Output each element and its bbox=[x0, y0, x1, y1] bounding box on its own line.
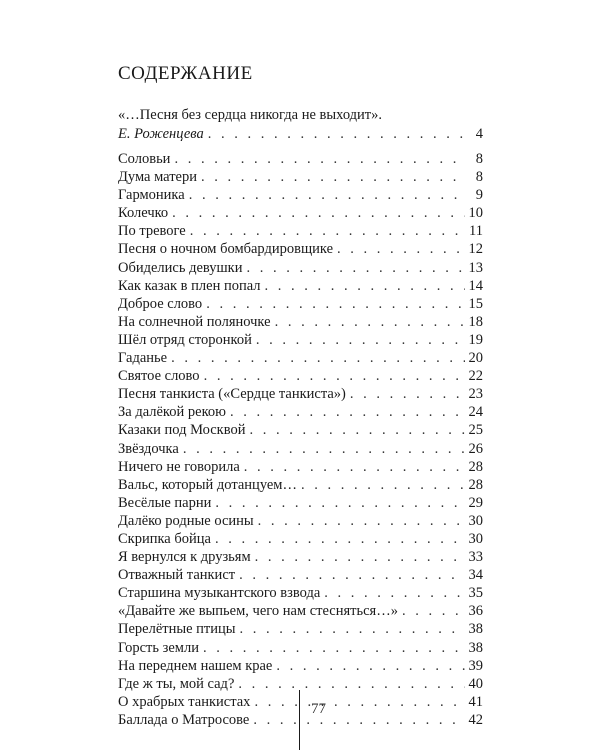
dot-leader bbox=[189, 186, 465, 204]
toc-entry bbox=[118, 349, 483, 367]
dot-leader bbox=[174, 150, 465, 168]
dot-leader bbox=[172, 204, 464, 222]
toc-entry-page: 39 bbox=[468, 657, 483, 674]
toc-entry-title: Вальс, который дотанцуем… bbox=[118, 476, 297, 493]
toc-entry bbox=[118, 403, 483, 421]
toc-entry-title: Где ж ты, мой сад? bbox=[118, 675, 235, 692]
toc-entry bbox=[118, 476, 483, 494]
toc-entry-title: Далёко родные осины bbox=[118, 512, 254, 529]
toc-entry-title: По тревоге bbox=[118, 223, 186, 240]
toc-entry-page: 11 bbox=[469, 223, 483, 240]
toc-entry-page: 14 bbox=[468, 277, 483, 294]
toc-entry-page: 13 bbox=[468, 259, 483, 276]
toc-entry-title: На солнечной поляночке bbox=[118, 313, 271, 330]
toc-entry-title: Колечко bbox=[118, 205, 169, 222]
toc-entry-page: 38 bbox=[468, 639, 483, 656]
dot-leader bbox=[171, 349, 464, 367]
dot-leader bbox=[238, 675, 464, 693]
dot-leader bbox=[350, 385, 465, 403]
toc-entry-page: 29 bbox=[468, 494, 483, 511]
toc-entry-title: Старшина музыкантского взвода bbox=[118, 585, 321, 602]
dot-leader bbox=[203, 639, 465, 657]
toc-entry-page: 8 bbox=[475, 151, 483, 167]
toc-entry bbox=[118, 458, 483, 476]
toc-entry bbox=[118, 584, 483, 602]
toc-entry-page: 8 bbox=[475, 169, 483, 186]
dot-leader bbox=[253, 711, 464, 729]
dot-leader bbox=[258, 512, 465, 530]
toc-entry bbox=[118, 548, 483, 566]
toc-entry-page: 15 bbox=[468, 295, 483, 312]
toc-entry-title: О храбрых танкистах bbox=[118, 693, 251, 710]
toc-entry bbox=[118, 620, 483, 638]
toc-entry bbox=[118, 295, 483, 313]
toc-entry-page: 30 bbox=[468, 512, 483, 529]
toc-entry-page: 28 bbox=[468, 476, 483, 493]
toc-entry-title: Шёл отряд сторонкой bbox=[118, 331, 252, 348]
toc-entry-title: Отважный танкист bbox=[118, 567, 236, 584]
toc-entry-page: 34 bbox=[468, 567, 483, 584]
toc-entry bbox=[118, 186, 483, 204]
dot-leader bbox=[215, 530, 465, 548]
toc-entry-page: 36 bbox=[468, 603, 483, 620]
toc-entry-page: 40 bbox=[468, 675, 483, 692]
toc-entry bbox=[118, 222, 483, 240]
toc-entry bbox=[118, 693, 483, 711]
toc-entry-title: Я вернулся к друзьям bbox=[118, 549, 251, 566]
toc-entry-page: 9 bbox=[475, 187, 483, 204]
dot-leader bbox=[230, 403, 465, 421]
toc-entry-title: За далёкой рекою bbox=[118, 404, 226, 421]
toc-entry-page: 28 bbox=[468, 458, 483, 475]
toc-entry-title: Доброе слово bbox=[118, 295, 203, 312]
toc-entry-title: На переднем нашем крае bbox=[118, 657, 273, 674]
dot-leader bbox=[246, 259, 464, 277]
toc-entry-title: Дума матери bbox=[118, 169, 198, 186]
intro-author: Е. Роженцева bbox=[118, 126, 204, 142]
dot-leader bbox=[254, 693, 464, 711]
dot-leader bbox=[265, 277, 465, 295]
toc-entry bbox=[118, 331, 483, 349]
dot-leader bbox=[324, 584, 464, 602]
toc-entry-title: Гармоника bbox=[118, 187, 185, 204]
toc-entry-title: Песня танкиста («Сердце танкиста») bbox=[118, 386, 346, 403]
dot-leader bbox=[208, 125, 465, 144]
intro-page-number: 4 bbox=[475, 126, 483, 142]
dot-leader bbox=[190, 222, 465, 240]
toc-entry-title: Скрипка бойца bbox=[118, 530, 211, 547]
toc-entry bbox=[118, 204, 483, 222]
toc-entry-title: Святое слово bbox=[118, 368, 200, 385]
toc-entry-title: Весёлые парни bbox=[118, 494, 212, 511]
toc-entry bbox=[118, 385, 483, 403]
dot-leader bbox=[206, 295, 464, 313]
toc-entry-page: 20 bbox=[468, 350, 483, 367]
toc-entry bbox=[118, 602, 483, 620]
dot-leader bbox=[215, 494, 464, 512]
dot-leader bbox=[204, 367, 465, 385]
toc-entry-title: «Давайте же выпьем, чего нам стесняться…» bbox=[118, 603, 398, 620]
toc-entry-page: 26 bbox=[468, 440, 483, 457]
page-heading: СОДЕРЖАНИЕ bbox=[118, 63, 253, 84]
toc-entry-page: 18 bbox=[468, 313, 483, 330]
toc-entry bbox=[118, 494, 483, 512]
toc-entry-page: 23 bbox=[468, 386, 483, 403]
toc-entry bbox=[118, 639, 483, 657]
dot-leader bbox=[201, 168, 465, 186]
toc-entry-title: Баллада о Матросове bbox=[118, 711, 250, 728]
toc-entry-page: 30 bbox=[468, 530, 483, 547]
toc-entry bbox=[118, 240, 483, 258]
intro-author-row bbox=[118, 125, 483, 144]
intro-entry bbox=[118, 106, 483, 144]
dot-leader bbox=[239, 566, 464, 584]
toc-entry-title: Соловьи bbox=[118, 151, 171, 167]
toc-entry-title: Ничего не говорила bbox=[118, 458, 240, 475]
toc-entry bbox=[118, 657, 483, 675]
toc-entry bbox=[118, 313, 483, 331]
table-of-contents bbox=[118, 150, 483, 729]
dot-leader bbox=[240, 620, 465, 638]
toc-entry bbox=[118, 711, 483, 729]
toc-entry-page: 38 bbox=[468, 621, 483, 638]
dot-leader bbox=[276, 657, 464, 675]
toc-entry-page: 22 bbox=[468, 368, 483, 385]
toc-entry bbox=[118, 675, 483, 693]
toc-entry-title: Песня о ночном бомбардировщике bbox=[118, 241, 334, 258]
toc-entry bbox=[118, 421, 483, 439]
toc-entry bbox=[118, 168, 483, 186]
toc-entry bbox=[118, 277, 483, 295]
toc-entry bbox=[118, 566, 483, 584]
dot-leader bbox=[249, 421, 464, 439]
toc-entry-title: Как казак в плен попал bbox=[118, 277, 261, 294]
toc-entry-title: Перелётные птицы bbox=[118, 621, 236, 638]
page-number: 77 bbox=[311, 701, 326, 717]
toc-entry-page: 25 bbox=[468, 422, 483, 439]
dot-leader bbox=[337, 240, 464, 258]
footer-divider bbox=[299, 690, 300, 750]
dot-leader bbox=[301, 476, 465, 494]
toc-entry-page: 41 bbox=[468, 693, 483, 710]
toc-entry bbox=[118, 367, 483, 385]
dot-leader bbox=[244, 458, 465, 476]
dot-leader bbox=[402, 602, 465, 620]
toc-entry bbox=[118, 150, 483, 168]
toc-entry-page: 35 bbox=[468, 585, 483, 602]
dot-leader bbox=[255, 548, 465, 566]
dot-leader bbox=[275, 313, 465, 331]
toc-entry-title: Гаданье bbox=[118, 350, 168, 367]
toc-entry bbox=[118, 259, 483, 277]
toc-entry-page: 10 bbox=[468, 205, 483, 222]
dot-leader bbox=[256, 331, 465, 349]
dot-leader bbox=[183, 440, 465, 458]
toc-entry-title: Казаки под Москвой bbox=[118, 422, 246, 439]
toc-entry-page: 12 bbox=[468, 241, 483, 258]
toc-entry bbox=[118, 512, 483, 530]
toc-entry-page: 24 bbox=[468, 404, 483, 421]
toc-entry-page: 33 bbox=[468, 549, 483, 566]
toc-entry bbox=[118, 530, 483, 548]
intro-title: «…Песня без сердца никогда не выходит». bbox=[118, 107, 382, 123]
toc-entry bbox=[118, 440, 483, 458]
toc-entry-title: Обиделись девушки bbox=[118, 259, 243, 276]
toc-entry-title: Горсть земли bbox=[118, 639, 199, 656]
toc-entry-title: Звёздочка bbox=[118, 440, 179, 457]
toc-entry-page: 42 bbox=[468, 711, 483, 728]
toc-entry-page: 19 bbox=[468, 331, 483, 348]
